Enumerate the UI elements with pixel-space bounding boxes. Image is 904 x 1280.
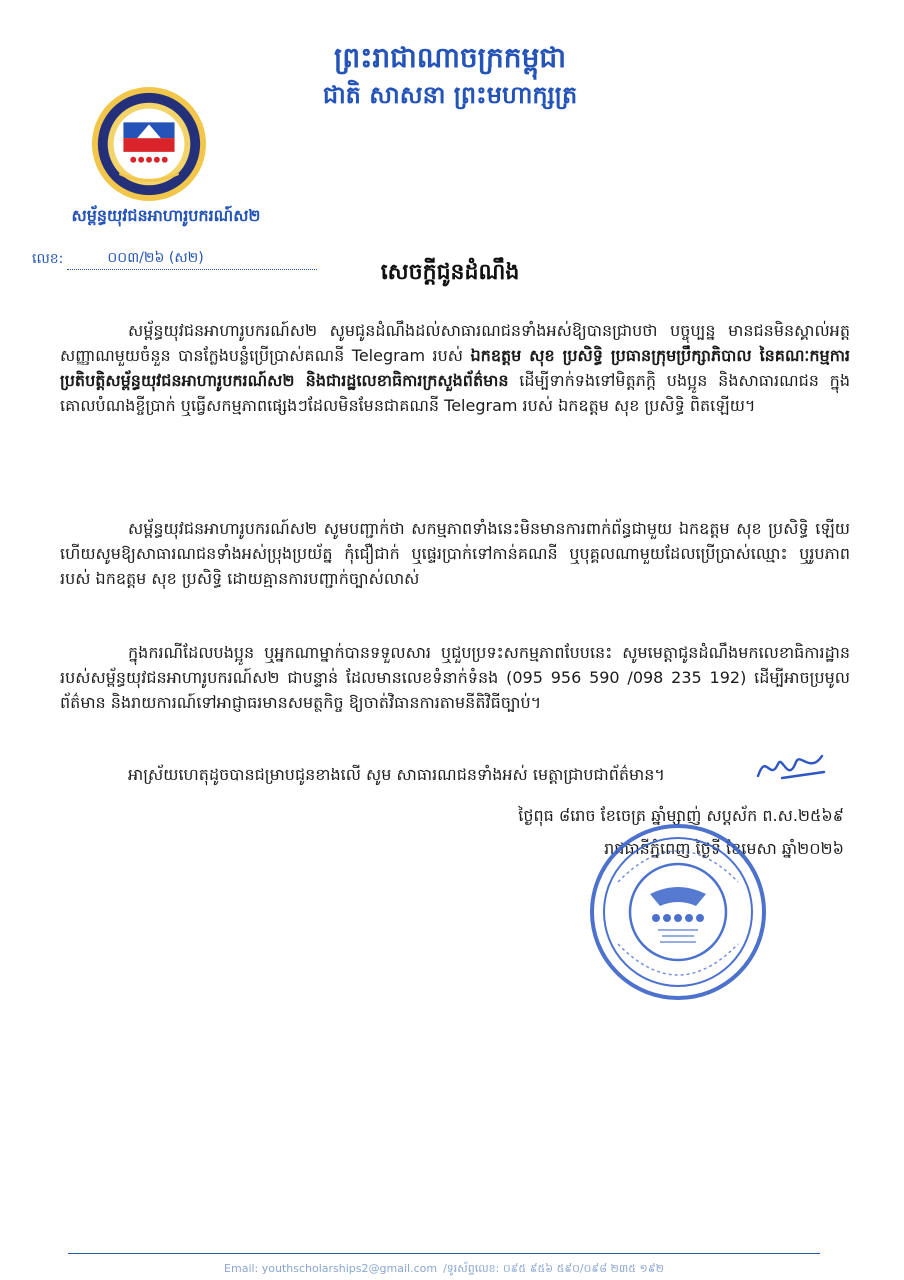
solar-date: រាជធានីភ្នំពេញ ថ្ងៃទី ខែមេសា ឆ្នាំ២០២៦ xyxy=(604,839,844,858)
paragraph-2 xyxy=(60,516,850,591)
paragraph-4 xyxy=(60,762,850,787)
paragraph-3-text: ក្នុងករណីដែលបងប្អូន ឬអ្នកណាម្នាក់បានទទួលសារ ឬជួបប្រទះសកម្មភាពបែបនេះ សូមមេត្តាជូនដំណឹងមកលេខាធិការដ្ឋានរបស់សម្ព័ន្ធយុវជនអាហារូបករណ៍ស២ ជាបន្ទាន់ ដែលមានលេខទំនាក់ទំនង (095 956 590 /098 235 192) ដើម្បីអាចប្រមូលព័ត៌មាន និងរាយការណ៍ទៅអាជ្ញាធរមានសមត្ថកិច្ច ឱ្យចាត់វិធានការតាមនីតិវិធីច្បាប់។ xyxy=(60,643,850,712)
kingdom-heading: ព្រះរាជាណាចក្រកម្ពុជា xyxy=(333,41,566,74)
nation-motto: ជាតិ សាសនា ព្រះមហាក្សត្រ xyxy=(322,81,578,109)
document-title: សេចក្តីជូនដំណឹង xyxy=(380,260,520,285)
signature xyxy=(752,742,832,792)
reference-number-row xyxy=(32,248,317,270)
footer-phone: /ទូរស័ព្ទលេខ: ០៩៥ ៩៥៦ ៥៩០/០៩៨ ២៣៥ ១៩២ xyxy=(443,1262,664,1275)
paragraph-1-start: សម្ព័ន្ធយុវជនអាហារូបករណ៍ស២ សូមជូនដំណឹងដល់សាធារណជនទាំងអស់ឱ្យបានជ្រាបថា បច្ចុប្បន្ន មានជនមិនស្គាល់អត្តសញ្ញាណមួយចំនួន បានក្លែងបន្លំប្រើប្រាស់គណនី Telegram របស់ xyxy=(60,321,850,365)
paragraph-1 xyxy=(60,318,850,418)
footer-email: Email: youthscholarships2@gmail.com xyxy=(224,1262,438,1275)
paragraph-1-end: ដើម្បីទាក់ទងទៅមិត្តភក្តិ បងប្អូន និងសាធារណជន ក្នុងគោលបំណងខ្ចីប្រាក់ ឬធ្វើសកម្មភាពផ្សេងៗដែលមិនមែនជាគណនី Telegram របស់ ឯកឧត្តម សុខ ប្រសិទ្ធិ ពិតឡើយ។ xyxy=(60,371,850,415)
footer-divider xyxy=(68,1253,820,1254)
paragraph-1-bold: ឯកឧត្តម សុខ ប្រសិទ្ធិ ប្រធានក្រុមប្រឹក្សាភិបាល នៃគណៈកម្មការប្រតិបត្តិសម្ព័ន្ធយុវជនអាហារូបករណ៍ស២ និងជារដ្ឋលេខាធិការក្រសួងព័ត៌មាន xyxy=(60,346,850,390)
official-seal xyxy=(588,822,768,1002)
paragraph-2-text: សម្ព័ន្ធយុវជនអាហារូបករណ៍ស២ សូមបញ្ជាក់ថា សកម្មភាពទាំងនេះមិនមានការពាក់ព័ន្ធជាមួយ ឯកឧត្តម សុខ ប្រសិទ្ធិ ឡើយ ហើយសូមឱ្យសាធារណជនទាំងអស់ប្រុងប្រយ័ត្ន កុំជឿជាក់ ឬផ្ទេរប្រាក់ទៅកាន់គណនី ឬបុគ្គលណាមួយដែលប្រើប្រាស់ឈ្មោះ ឬរូបភាពរបស់ ឯកឧត្តម សុខ ប្រសិទ្ធិ ដោយគ្មានការបញ្ជាក់ច្បាស់លាស់ xyxy=(60,519,850,588)
reference-label: លេខ: xyxy=(32,251,64,267)
paragraph-3 xyxy=(60,640,850,715)
lunar-date: ថ្ងៃពុធ ៨រោច ខែចេត្រ ឆ្នាំម្សាញ់ សប្តស័ក ព.ស.២៥៦៩ xyxy=(518,806,844,825)
organization-logo xyxy=(90,85,208,203)
footer-contact xyxy=(68,1262,820,1278)
reference-number: ០០៣/២៦ (ស២) xyxy=(67,248,317,270)
organization-name: សម្ព័ន្ធយុវជនអាហារូបករណ៍ស២ xyxy=(71,206,261,225)
paragraph-4-text: អាស្រ័យហេតុដូចបានជម្រាបជូនខាងលើ សូម សាធារណជនទាំងអស់ មេត្តាជ្រាបជាព័ត៌មាន។ xyxy=(128,765,665,784)
